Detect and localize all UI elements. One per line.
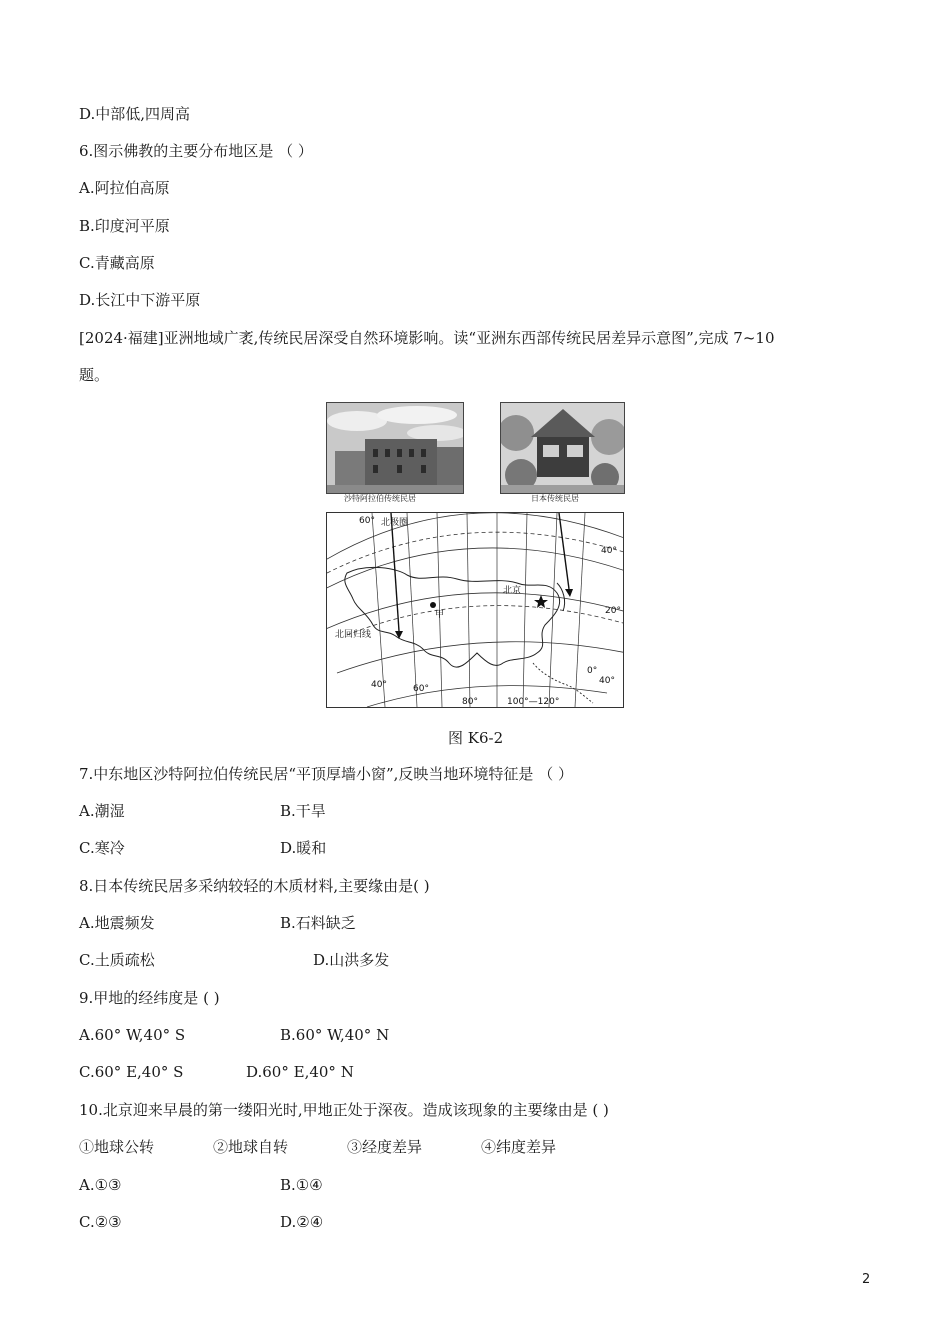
question-6-option-a: A.阿拉伯高原 [79, 179, 170, 197]
map-label-jia: 甲 [435, 610, 445, 620]
map-label-arctic-circle: 北极圈 [381, 518, 409, 528]
map-label-60-lon: 60° [413, 684, 429, 694]
question-7-stem: 7.中东地区沙特阿拉伯传统民居“平顶厚墙小窗”,反映当地环境特征是 （ ） [79, 765, 573, 783]
map-label-40-lon: 40° [371, 680, 387, 690]
question-9-stem: 9.甲地的经纬度是 ( ) [79, 989, 220, 1007]
question-10-item-3: ③经度差异 [347, 1138, 423, 1156]
map-label-0-lat-right: 0° [587, 666, 598, 676]
question-10-option-d: D.②④ [280, 1213, 324, 1231]
question-8-option-a: A.地震频发 [79, 914, 155, 932]
question-7-option-c: C.寒冷 [79, 839, 125, 857]
question-6-option-c: C.青藏高原 [79, 254, 155, 272]
question-7-option-a: A.潮湿 [79, 802, 125, 820]
map-label-20-lat-right: 20° [605, 606, 621, 616]
map-label-beijing: 北京 [503, 586, 522, 596]
map-label-80-lon: 80° [462, 697, 478, 707]
map-label-60-lat: 60° [359, 516, 375, 526]
question-6-stem: 6.图示佛教的主要分布地区是 （ ） [79, 142, 313, 160]
question-10-item-4: ④纬度差异 [481, 1138, 557, 1156]
figure-caption: 图 K6-2 [448, 729, 504, 747]
figure-k6-2 [326, 402, 624, 708]
question-9-option-d: D.60° E,40° N [246, 1063, 354, 1081]
passage-intro-cont: 题。 [79, 366, 110, 384]
question-10-item-1: ①地球公转 [79, 1138, 155, 1156]
map-label-100-120-lon: 100°—120° [507, 697, 560, 707]
question-9-option-a: A.60° W,40° S [79, 1026, 186, 1044]
question-8-stem: 8.日本传统民居多采纳较轻的木质材料,主要缘由是( ) [79, 877, 430, 895]
map-label-40-lat-bottom-right: 40° [599, 676, 615, 686]
question-7-option-b: B.干旱 [280, 802, 326, 820]
question-10-option-b: B.①④ [280, 1176, 323, 1194]
page-number: 2 [862, 1272, 871, 1287]
question-6-option-b: B.印度河平原 [79, 217, 170, 235]
question-6-option-d: D.长江中下游平原 [79, 291, 201, 309]
map-label-40-lat-right: 40° [601, 546, 617, 556]
asia-map [326, 512, 624, 708]
question-7-option-d: D.暖和 [280, 839, 327, 857]
question-10-option-c: C.②③ [79, 1213, 122, 1231]
passage-intro: [2024·福建]亚洲地域广袤,传统民居深受自然环境影响。读“亚洲东西部传统民居差异示意图”,完成 7~10 [79, 329, 775, 347]
saudi-house-caption: 沙特阿拉伯传统民居 [344, 494, 416, 503]
question-10-stem: 10.北京迎来早晨的第一缕阳光时,甲地正处于深夜。造成该现象的主要缘由是 ( ) [79, 1101, 609, 1119]
map-label-tropic: 北回归线 [335, 630, 372, 640]
question-8-option-d: D.山洪多发 [313, 951, 390, 969]
japan-house-caption: 日本传统民居 [531, 494, 579, 503]
japan-house-photo [500, 402, 625, 494]
question-8-option-c: C.土质疏松 [79, 951, 155, 969]
question-10-item-2: ②地球自转 [213, 1138, 289, 1156]
saudi-house-photo [326, 402, 464, 494]
question-10-option-a: A.①③ [79, 1176, 122, 1194]
line-q5-option-d: D.中部低,四周高 [79, 105, 191, 123]
question-8-option-b: B.石料缺乏 [280, 914, 356, 932]
question-9-option-c: C.60° E,40° S [79, 1063, 184, 1081]
question-9-option-b: B.60° W,40° N [280, 1026, 390, 1044]
